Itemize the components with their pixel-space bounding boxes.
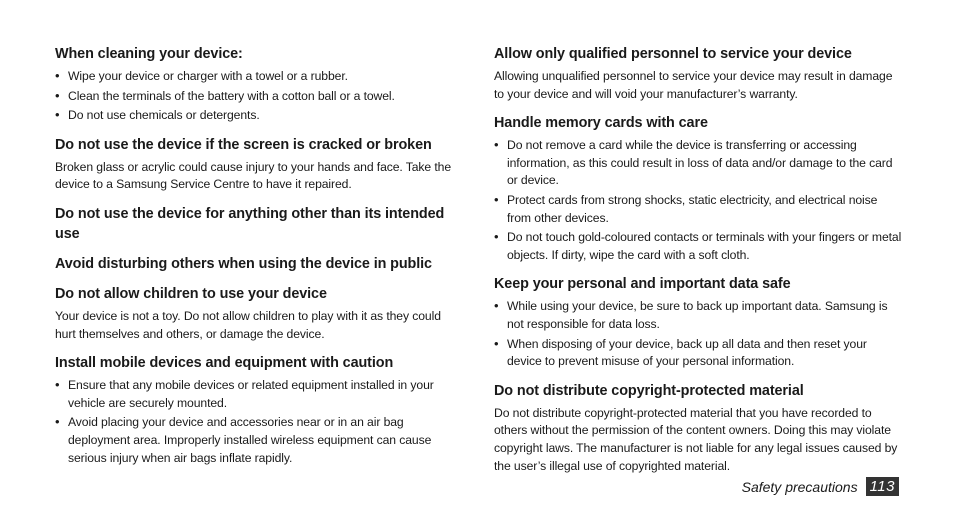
bullet-list [55, 377, 460, 467]
section-copyright [494, 381, 902, 475]
page-footer [742, 477, 899, 496]
list-item: • Avoid placing your device and accessories near or in an air bag deployment area. Improperly installed wireless equipment can cause serious injury when air bags inflate rapidly. [55, 414, 460, 467]
list-item: • Do not use chemicals or detergents. [55, 107, 460, 125]
section-heading: Allow only qualified personnel to service your device [494, 46, 852, 62]
section-body: Broken glass or acrylic could cause injury to your hands and face. Take the device to a Samsung Service Centre to have it repaired. [55, 159, 452, 192]
section-heading: Do not use the device for anything other than its intended use [55, 205, 445, 242]
section-body: Your device is not a toy. Do not allow children to play with it as they could hurt themselves and others, or damage the device. [55, 308, 441, 341]
list-item: • When disposing of your device, back up all data and then reset your device to prevent misuse of your personal information. [494, 336, 902, 371]
section-heading: Install mobile devices and equipment with caution [55, 355, 394, 372]
list-item: • Ensure that any mobile devices or related equipment installed in your vehicle are securely mounted. [55, 377, 460, 412]
section-heading: Do not distribute copyright-protected material [494, 382, 804, 399]
page-number: 113 [866, 477, 899, 496]
section-public-use [55, 254, 460, 274]
list-item: • Clean the terminals of the battery with a cotton ball or a towel. [55, 88, 460, 106]
section-memory-cards [494, 113, 902, 264]
section-mobile-equipment [55, 353, 460, 467]
list-item: • Wipe your device or charger with a towel or a rubber. [55, 68, 460, 86]
list-item: • Protect cards from strong shocks, static electricity, and electrical noise from other devices. [494, 192, 902, 227]
section-cleaning [55, 44, 460, 125]
bullet-list [55, 68, 460, 125]
right-column [494, 44, 902, 485]
section-body: Allowing unqualified personnel to service your device may result in damage to your device and will void your manufacturer’s warranty. [494, 69, 893, 101]
section-heading: Do not allow children to use your device [55, 285, 327, 302]
section-data-safe [494, 274, 902, 370]
list-item: • While using your device, be sure to back up important data. Samsung is not responsible for data loss. [494, 298, 902, 333]
section-heading: Avoid disturbing others when using the device in public [55, 255, 432, 272]
section-children [55, 284, 460, 343]
bullet-list [494, 298, 902, 370]
bullet-list [494, 137, 902, 264]
left-column [55, 44, 460, 477]
list-item: • Do not remove a card while the device is transferring or accessing information, as this could result in loss of data and/or damage to the card or device. [494, 137, 902, 190]
list-item: • Do not touch gold-coloured contacts or terminals with your fingers or metal objects. If dirty, wipe the card with a soft cloth. [494, 229, 902, 264]
section-cracked-screen [55, 135, 460, 194]
section-heading: Keep your personal and important data safe [494, 276, 791, 293]
section-heading: When cleaning your device: [55, 46, 243, 62]
footer-section-label: Safety precautions [741, 478, 858, 495]
section-body: Do not distribute copyright-protected material that you have recorded to others without the permission of the content owners. Doing this may violate copyright laws. The manufacturer is not liable for any legal issues caused by the user’s illegal use of copyrighted material. [494, 405, 898, 473]
section-heading: Do not use the device if the screen is cracked or broken [55, 136, 432, 153]
section-intended-use [55, 204, 460, 244]
section-heading: Handle memory cards with care [494, 115, 708, 132]
section-qualified-personnel [494, 44, 902, 103]
